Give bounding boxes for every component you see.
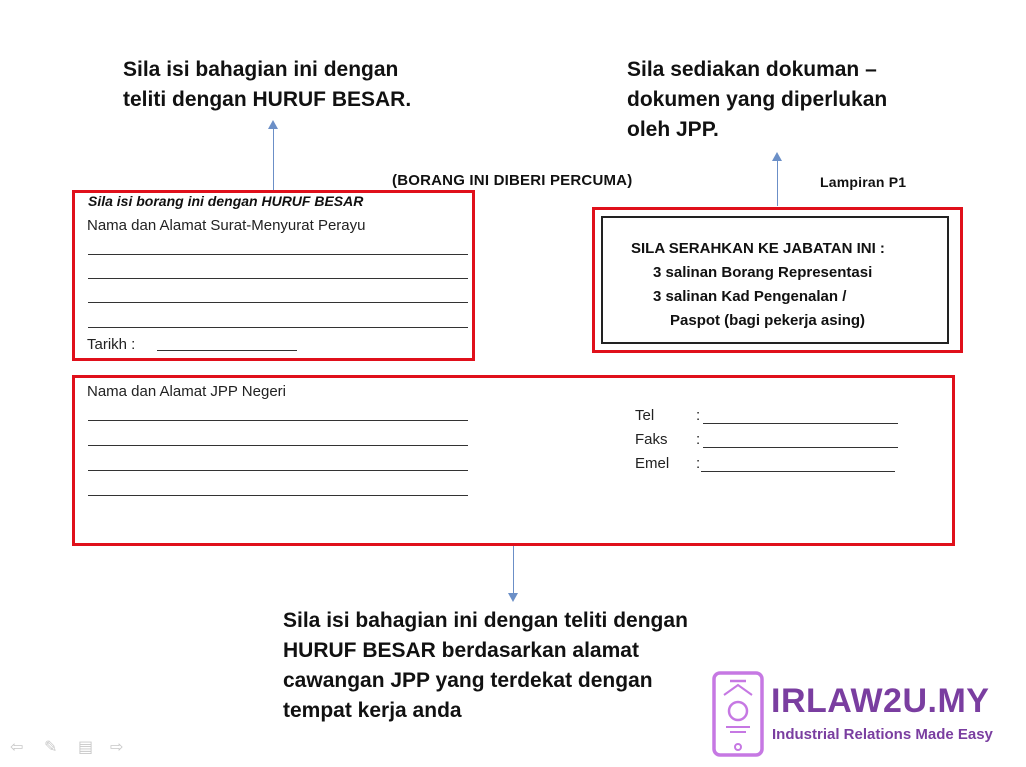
documents-item: Paspot (bagi pekerja asing) bbox=[670, 312, 866, 329]
menu-icon[interactable]: ▤ bbox=[78, 739, 94, 756]
form-header-center: (BORANG INI DIBERI PERCUMA) bbox=[392, 172, 633, 189]
note-line: dokumen yang diperlukan bbox=[627, 88, 888, 111]
note-line: HURUF BESAR berdasarkan alamat bbox=[283, 639, 639, 662]
note-line: tempat kerja anda bbox=[283, 699, 462, 722]
jpp-address-line[interactable] bbox=[88, 495, 468, 496]
tel-colon: : bbox=[696, 407, 701, 424]
arrow-up-icon bbox=[268, 120, 278, 129]
jpp-address-line[interactable] bbox=[88, 470, 468, 471]
date-label: Tarikh : bbox=[87, 336, 136, 353]
form-header-right: Lampiran P1 bbox=[820, 174, 907, 190]
jpp-address-line[interactable] bbox=[88, 445, 468, 446]
arrow-up-right-line bbox=[777, 154, 778, 206]
date-field[interactable] bbox=[157, 350, 297, 351]
logo-name: IRLAW2U.MY bbox=[771, 682, 990, 720]
jpp-address-line[interactable] bbox=[88, 420, 468, 421]
arrow-up-icon bbox=[772, 152, 782, 161]
note-line: oleh JPP. bbox=[627, 118, 719, 141]
note-top-left bbox=[123, 55, 411, 115]
tel-label: Tel bbox=[635, 407, 655, 424]
jpp-section bbox=[72, 375, 955, 546]
logo-tagline: Industrial Relations Made Easy bbox=[772, 726, 993, 743]
phone-logo-icon bbox=[712, 671, 764, 757]
prev-slide-icon[interactable]: ⇦ bbox=[10, 739, 24, 756]
note-line: Sila isi bahagian ini dengan bbox=[123, 58, 399, 81]
tel-field[interactable] bbox=[703, 423, 898, 424]
applicant-instruction: Sila isi borang ini dengan HURUF BESAR bbox=[88, 193, 364, 209]
applicant-label: Nama dan Alamat Surat-Menyurat Perayu bbox=[87, 217, 366, 234]
arrow-down-line bbox=[513, 545, 514, 597]
faks-field[interactable] bbox=[703, 447, 898, 448]
note-line: Sila isi bahagian ini dengan teliti dengan bbox=[283, 609, 688, 632]
arrow-up-left-line bbox=[273, 122, 274, 192]
note-top-right bbox=[627, 55, 887, 145]
address-line[interactable] bbox=[88, 327, 468, 328]
address-line[interactable] bbox=[88, 302, 468, 303]
documents-item: 3 salinan Borang Representasi bbox=[653, 264, 873, 281]
address-line[interactable] bbox=[88, 278, 468, 279]
emel-label: Emel bbox=[635, 455, 670, 472]
address-line[interactable] bbox=[88, 254, 468, 255]
note-line: cawangan JPP yang terdekat dengan bbox=[283, 669, 653, 692]
jpp-label: Nama dan Alamat JPP Negeri bbox=[87, 383, 286, 400]
documents-item: 3 salinan Kad Pengenalan / bbox=[653, 288, 847, 305]
pen-icon[interactable]: ✎ bbox=[44, 739, 58, 756]
emel-field[interactable] bbox=[701, 471, 895, 472]
documents-heading: SILA SERAHKAN KE JABATAN INI : bbox=[631, 240, 885, 257]
note-line: teliti dengan HURUF BESAR. bbox=[123, 88, 412, 111]
note-line: Sila sediakan dokuman – bbox=[627, 58, 877, 81]
arrow-down-icon bbox=[508, 593, 518, 602]
next-slide-icon[interactable]: ⇨ bbox=[110, 739, 124, 756]
note-bottom bbox=[283, 606, 688, 726]
faks-label: Faks bbox=[635, 431, 668, 448]
faks-colon: : bbox=[696, 431, 701, 448]
emel-colon: : bbox=[696, 455, 701, 472]
